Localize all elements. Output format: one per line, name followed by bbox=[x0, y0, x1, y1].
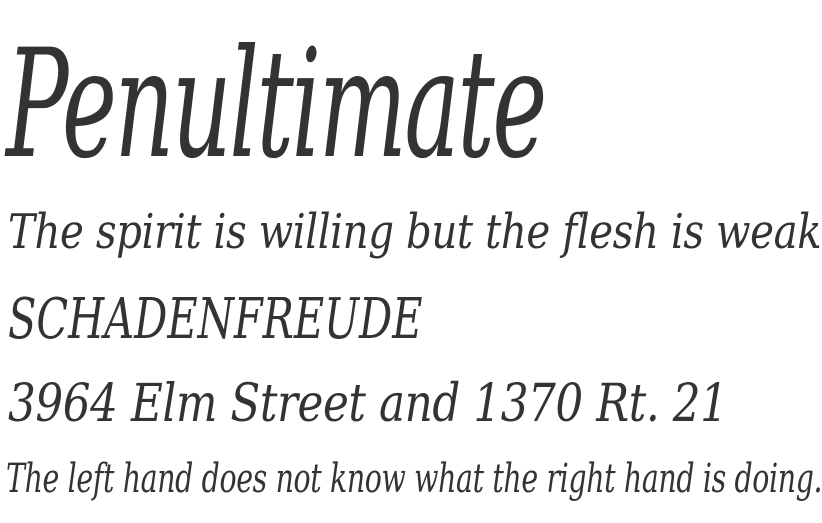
specimen-headline: Penultimate bbox=[6, 18, 545, 192]
specimen-pangram: The spirit is willing but the flesh is weak bbox=[8, 204, 822, 260]
specimen-uppercase: SCHADENFREUDE bbox=[8, 287, 423, 352]
specimen-address: 3964 Elm Street and 1370 Rt. 21 bbox=[8, 374, 728, 434]
specimen-closing-sentence: The left hand does not know what the right hand is doing. bbox=[6, 456, 822, 502]
